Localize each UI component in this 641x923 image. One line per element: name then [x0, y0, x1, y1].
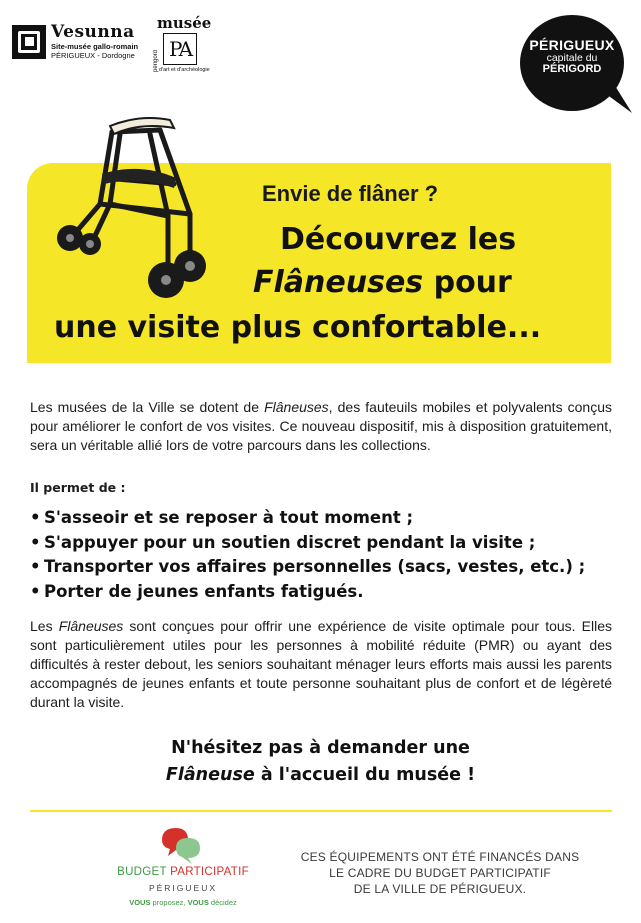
vesunna-square-icon	[12, 25, 46, 59]
bullet-icon: •	[30, 508, 41, 527]
details-paragraph	[30, 617, 612, 712]
details-text-b: sont conçues pour offrir une expérience de visite optimale pour tous. Elles sont particulièrement utiles pour les personnes à mobilité réduite (PMR) ou ayant des difficultés à rester debout, les seniors souhaitant ménager leurs efforts mais aussi les parents accompagnés de jeunes enfants et toute personne souhaitant plus de confort et de légèreté durant la visite.	[30, 618, 613, 710]
banner-title-line-2	[253, 265, 512, 300]
list-item	[30, 555, 585, 580]
perigueux-capitale-logo	[520, 13, 632, 117]
intro-text-a: Les musées de la Ville se dotent de	[30, 399, 265, 415]
intro-text-b: , des fauteuils mobiles et polyvalents conçus pour améliorer le confort de vos visites. Ce nouveau dispositif, mis à disposition gratuitement, sera un véritable allié lors de votre parcours dans les collections.	[30, 399, 612, 453]
speech-bubbles-icon	[158, 826, 204, 866]
participatif-word: PARTICIPATIF	[170, 866, 249, 878]
musee-vertical-text: périgord	[153, 49, 159, 72]
tagline-vous-2: VOUS	[187, 898, 209, 907]
call-to-action	[0, 735, 641, 789]
financing-line-3: DE LA VILLE DE PÉRIGUEUX.	[353, 882, 527, 896]
list-item	[30, 531, 585, 556]
budget-participatif-logo	[108, 826, 258, 916]
budget-city: PÉRIGUEUX	[148, 883, 218, 893]
list-item-text: S'asseoir et se reposer à tout moment ;	[44, 508, 414, 527]
perigueux-word: PÉRIGUEUX	[529, 37, 615, 53]
financing-line-1: CES ÉQUIPEMENTS ONT ÉTÉ FINANCÉS DANS	[300, 850, 580, 864]
bullet-icon: •	[30, 581, 41, 601]
bullet-icon: •	[30, 557, 41, 576]
vesunna-subtitle: Site-musée gallo-romain	[51, 42, 139, 51]
banner-pre-title: Envie de flâner ?	[262, 181, 439, 206]
musee-subtitle: d'art et d'archéologie	[159, 67, 210, 73]
capitale-du-word: capitale du	[546, 51, 598, 64]
tagline-end: décidez	[208, 898, 237, 907]
banner-title-line-3: une visite plus confortable...	[54, 310, 542, 345]
intro-paragraph	[30, 398, 612, 455]
list-item-text: Porter de jeunes enfants fatigués.	[44, 581, 364, 601]
financing-notice	[280, 849, 600, 897]
musee-art-archeologie-logo	[153, 14, 213, 76]
budget-word: BUDGET	[117, 866, 167, 878]
permet-heading: Il permet de :	[30, 480, 126, 495]
yellow-divider	[30, 810, 612, 812]
vesunna-location: PÉRIGUEUX - Dordogne	[51, 50, 135, 60]
banner-title-line-1: Découvrez les	[280, 222, 517, 257]
benefits-list	[30, 506, 585, 604]
vesunna-name: Vesunna	[51, 22, 135, 42]
musee-word: musée	[157, 14, 212, 32]
budget-participatif-text	[108, 866, 258, 878]
details-flaneuses-em: Flâneuses	[58, 618, 124, 634]
list-item	[30, 506, 585, 531]
cta-line-2-rest: à l'accueil du musée !	[254, 765, 476, 785]
list-item	[30, 580, 585, 605]
list-item-text: S'appuyer pour un soutien discret pendant la visite ;	[44, 532, 536, 552]
budget-tagline	[108, 898, 258, 907]
perigord-word: PÉRIGORD	[542, 62, 602, 75]
list-item-text: Transporter vos affaires personnelles (sacs, vestes, etc.) ;	[44, 557, 586, 576]
details-text-a: Les	[30, 618, 59, 634]
musee-monogram: PA	[163, 33, 197, 65]
rollator-walker-image	[40, 104, 250, 304]
cta-line-2	[0, 762, 641, 789]
intro-flaneuses-em: Flâneuses	[264, 399, 329, 415]
banner-flaneuses-em: Flâneuses	[253, 265, 424, 300]
tagline-vous-1: VOUS	[129, 898, 151, 907]
financing-line-2: LE CADRE DU BUDGET PARTICIPATIF	[329, 866, 551, 880]
tagline-mid: proposez,	[150, 898, 188, 907]
cta-flaneuse-em: Flâneuse	[165, 765, 255, 785]
cta-line-1: N'hésitez pas à demander une	[171, 738, 470, 758]
banner-pour: pour	[423, 265, 512, 300]
vesunna-logo	[12, 24, 138, 59]
bullet-icon: •	[30, 532, 41, 552]
